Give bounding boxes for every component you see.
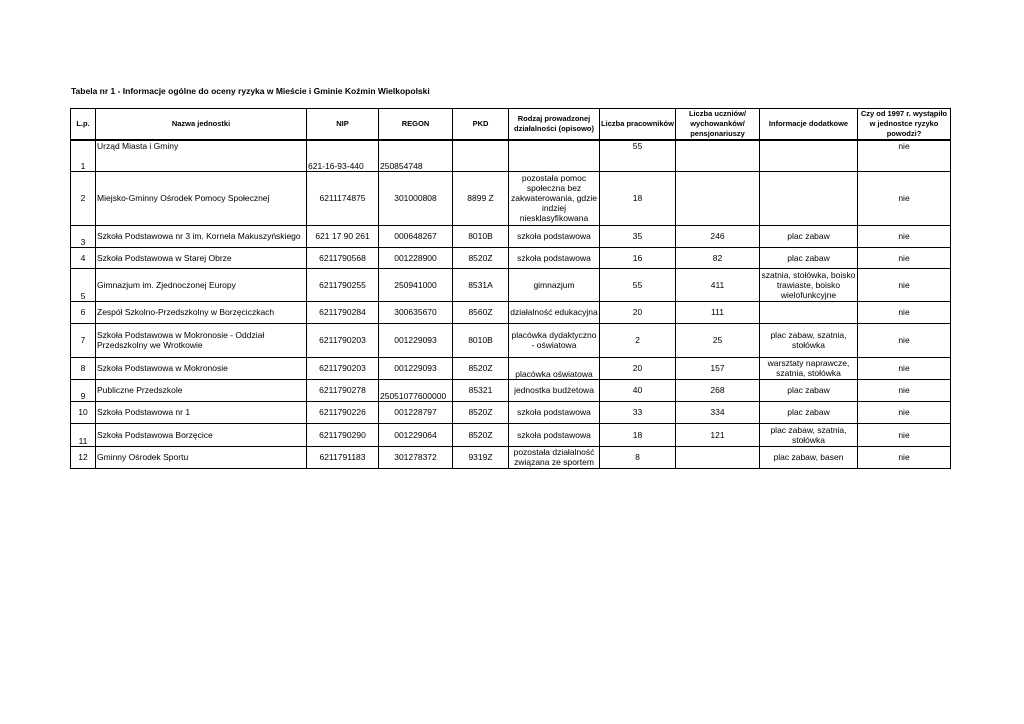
risk-info-table <box>70 108 951 469</box>
cell-rodzaj: gimnazjum <box>509 268 600 301</box>
cell-nip: 6211790203 <box>307 323 379 357</box>
col-header-uczniowie: Liczba uczniów/ wychowanków/ pensjonariuszy <box>676 109 760 141</box>
cell-pracownicy: 40 <box>600 379 676 401</box>
cell-pracownicy: 18 <box>600 423 676 446</box>
cell-pkd: 8520Z <box>453 357 509 379</box>
cell-nazwa: Gminny Ośrodek Sportu <box>96 446 307 468</box>
cell-pkd: 8899 Z <box>453 171 509 225</box>
cell-lp: 2 <box>71 171 96 225</box>
cell-pkd: 8560Z <box>453 301 509 323</box>
cell-info <box>760 301 858 323</box>
cell-pracownicy: 20 <box>600 357 676 379</box>
cell-powodz: nie <box>858 140 951 171</box>
cell-pkd <box>453 140 509 171</box>
cell-powodz: nie <box>858 225 951 247</box>
cell-nip: 6211790278 <box>307 379 379 401</box>
col-header-lp: L.p. <box>71 109 96 141</box>
cell-nip: 6211790226 <box>307 401 379 423</box>
table-row <box>71 446 951 468</box>
cell-lp: 10 <box>71 401 96 423</box>
header-row <box>71 109 951 141</box>
cell-uczniowie <box>676 140 760 171</box>
cell-lp: 12 <box>71 446 96 468</box>
cell-uczniowie: 111 <box>676 301 760 323</box>
cell-pkd: 9319Z <box>453 446 509 468</box>
cell-powodz: nie <box>858 446 951 468</box>
cell-nazwa: Miejsko-Gminny Ośrodek Pomocy Społecznej <box>96 171 307 225</box>
cell-lp: 1 <box>71 140 96 171</box>
cell-pracownicy: 2 <box>600 323 676 357</box>
col-header-regon: REGON <box>379 109 453 141</box>
col-header-nip: NIP <box>307 109 379 141</box>
cell-info: plac zabaw, szatnia, stołówka <box>760 323 858 357</box>
cell-lp: 5 <box>71 268 96 301</box>
table-row <box>71 140 951 171</box>
cell-powodz: nie <box>858 323 951 357</box>
cell-rodzaj: szkoła podstawowa <box>509 225 600 247</box>
cell-powodz: nie <box>858 171 951 225</box>
cell-info: szatnia, stołówka, boisko trawiaste, boisko wielofunkcyjne <box>761 269 856 300</box>
cell-uczniowie: 121 <box>676 423 760 446</box>
cell-lp: 9 <box>71 379 96 401</box>
table-row <box>71 357 951 379</box>
cell-nazwa: Gimnazjum im. Zjednoczonej Europy <box>96 268 307 301</box>
cell-regon: 001228797 <box>379 401 453 423</box>
cell-regon: 250854748 <box>379 140 453 171</box>
cell-nazwa: Szkoła Podstawowa w Mokronosie <box>96 357 307 379</box>
table-row <box>71 379 951 401</box>
cell-pracownicy: 8 <box>600 446 676 468</box>
cell-nip: 6211790290 <box>307 423 379 446</box>
cell-rodzaj: szkoła podstawowa <box>509 247 600 268</box>
cell-info <box>760 171 858 225</box>
table-row <box>71 301 951 323</box>
cell-nazwa: Publiczne Przedszkole <box>96 379 307 401</box>
cell-pracownicy: 55 <box>600 268 676 301</box>
cell-info: plac zabaw, szatnia, stołówka <box>760 423 858 446</box>
cell-uczniowie: 268 <box>676 379 760 401</box>
cell-rodzaj: placówka dydaktyczno - oświatowa <box>509 323 600 357</box>
cell-pkd: 8520Z <box>453 401 509 423</box>
table-row <box>71 171 951 225</box>
cell-lp: 11 <box>71 423 96 446</box>
cell-nip: 6211790284 <box>307 301 379 323</box>
cell-info <box>760 140 858 171</box>
col-header-powodz: Czy od 1997 r. wystąpiło w jednostce ryzyko powodzi? <box>858 109 951 141</box>
cell-rodzaj: pozostała działalność związana ze sportem <box>509 446 600 468</box>
cell-pkd: 8531A <box>453 268 509 301</box>
cell-nazwa: Zespół Szkolno-Przedszkolny w Borzęciczkach <box>96 301 307 323</box>
cell-nip: 621 17 90 261 <box>307 225 379 247</box>
cell-uczniowie: 25 <box>676 323 760 357</box>
cell-regon: 001229093 <box>379 323 453 357</box>
cell-regon: 301000808 <box>379 171 453 225</box>
cell-lp: 7 <box>71 323 96 357</box>
cell-powodz: nie <box>858 301 951 323</box>
cell-pkd: 8520Z <box>453 247 509 268</box>
table-row <box>71 268 951 301</box>
cell-powodz: nie <box>858 401 951 423</box>
cell-nazwa: Szkoła Podstawowa w Starej Obrze <box>96 247 307 268</box>
cell-lp: 4 <box>71 247 96 268</box>
col-header-pkd: PKD <box>453 109 509 141</box>
table-row <box>71 225 951 247</box>
cell-nip: 6211174875 <box>307 171 379 225</box>
cell-rodzaj: szkoła podstawowa <box>509 423 600 446</box>
cell-rodzaj: szkoła podstawowa <box>509 401 600 423</box>
cell-pracownicy: 18 <box>600 171 676 225</box>
cell-pkd: 8520Z <box>453 423 509 446</box>
cell-nip: 6211790568 <box>307 247 379 268</box>
cell-nazwa: Szkoła Podstawowa Borzęcice <box>96 423 307 446</box>
cell-info: warsztaty naprawcze, szatnia, stołówka <box>760 357 858 379</box>
cell-rodzaj: placówka oświatowa <box>509 357 600 379</box>
cell-regon: 001229064 <box>379 423 453 446</box>
cell-nip: 6211790255 <box>307 268 379 301</box>
cell-rodzaj <box>509 140 600 171</box>
col-header-pracownicy: Liczba pracowników <box>600 109 676 141</box>
table-title: Tabela nr 1 - Informacje ogólne do oceny ryzyka w Mieście i Gminie Koźmin Wielkopolski <box>71 86 430 96</box>
cell-powodz: nie <box>858 423 951 446</box>
cell-regon: 001229093 <box>379 357 453 379</box>
cell-pracownicy: 33 <box>600 401 676 423</box>
cell-pkd: 85321 <box>453 379 509 401</box>
cell-lp: 3 <box>71 225 96 247</box>
cell-info: plac zabaw <box>760 379 858 401</box>
cell-lp: 8 <box>71 357 96 379</box>
cell-uczniowie <box>676 446 760 468</box>
cell-regon: 001228900 <box>379 247 453 268</box>
cell-nip: 6211790203 <box>307 357 379 379</box>
cell-nip: 621-16-93-440 <box>307 140 379 171</box>
cell-uczniowie <box>676 171 760 225</box>
table-row <box>71 247 951 268</box>
col-header-info: Informacje dodatkowe <box>760 109 858 141</box>
cell-rodzaj: jednostka budżetowa <box>509 379 600 401</box>
cell-pracownicy: 35 <box>600 225 676 247</box>
cell-powodz: nie <box>858 357 951 379</box>
cell-nazwa: Szkoła Podstawowa nr 3 im. Kornela Makuszyńskiego <box>96 225 307 247</box>
cell-info: plac zabaw, basen <box>760 446 858 468</box>
cell-powodz: nie <box>858 268 951 301</box>
cell-regon: 250941000 <box>379 268 453 301</box>
cell-regon: 301278372 <box>379 446 453 468</box>
cell-pracownicy: 16 <box>600 247 676 268</box>
cell-regon: 25051077600000 <box>379 379 453 401</box>
cell-info: plac zabaw <box>760 247 858 268</box>
cell-nazwa: Szkoła Podstawowa w Mokronosie - Oddział Przedszkolny we Wrotkowie <box>96 323 307 357</box>
cell-pracownicy: 55 <box>600 140 676 171</box>
col-header-nazwa: Nazwa jednostki <box>96 109 307 141</box>
col-header-rodzaj: Rodzaj prowadzonej działalności (opisowo) <box>509 109 600 141</box>
cell-nazwa: Urząd Miasta i Gminy <box>96 140 307 171</box>
cell-regon: 300635670 <box>379 301 453 323</box>
cell-nip: 6211791183 <box>307 446 379 468</box>
table-row <box>71 401 951 423</box>
cell-powodz: nie <box>858 247 951 268</box>
cell-rodzaj: działalność edukacyjna <box>509 301 600 323</box>
cell-lp: 6 <box>71 301 96 323</box>
cell-info: plac zabaw <box>760 225 858 247</box>
cell-info: plac zabaw <box>760 401 858 423</box>
cell-rodzaj: pozostała pomoc społeczna bez zakwaterowania, gdzie indziej niesklasyfikowana <box>509 171 600 225</box>
cell-pkd: 8010B <box>453 225 509 247</box>
cell-nazwa: Szkoła Podstawowa nr 1 <box>96 401 307 423</box>
table-row <box>71 323 951 357</box>
cell-uczniowie: 157 <box>676 357 760 379</box>
cell-uczniowie: 334 <box>676 401 760 423</box>
cell-regon: 000648267 <box>379 225 453 247</box>
cell-uczniowie: 246 <box>676 225 760 247</box>
cell-pracownicy: 20 <box>600 301 676 323</box>
cell-uczniowie: 411 <box>676 268 760 301</box>
cell-pkd: 8010B <box>453 323 509 357</box>
cell-powodz: nie <box>858 379 951 401</box>
table-row <box>71 423 951 446</box>
cell-uczniowie: 82 <box>676 247 760 268</box>
